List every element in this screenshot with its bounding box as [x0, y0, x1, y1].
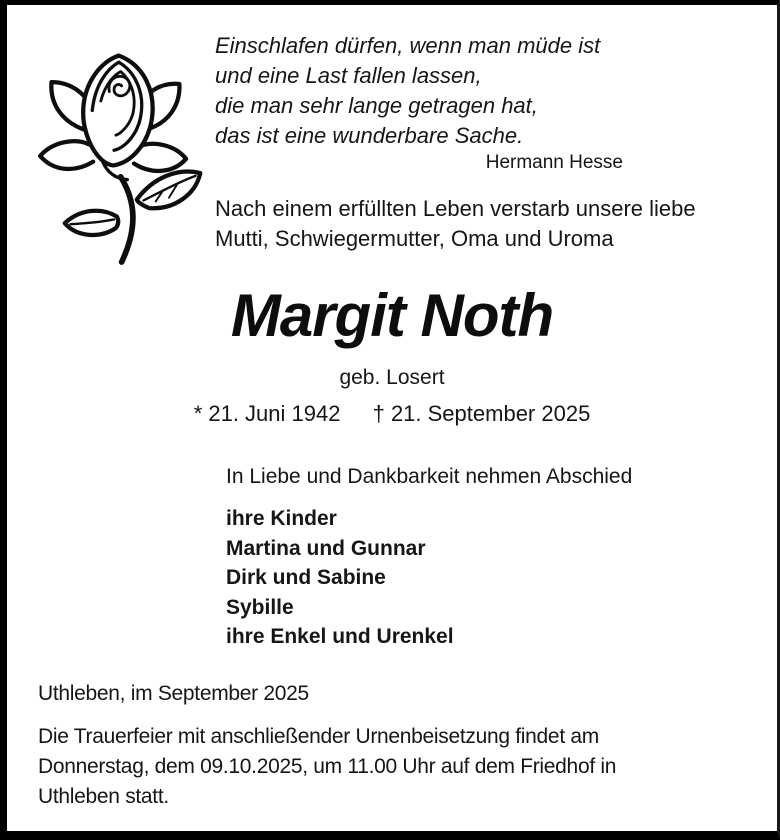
death-date: † 21. September 2025: [372, 401, 591, 426]
quote-line-1: Einschlafen dürfen, wenn man müde ist: [215, 33, 601, 58]
farewell-line: In Liebe und Dankbarkeit nehmen Abschied: [226, 465, 633, 488]
place-and-date: Uthleben, im September 2025: [38, 682, 309, 705]
mourner-item: ihre Enkel und Urenkel: [226, 625, 454, 649]
maiden-name: geb. Losert: [339, 366, 445, 389]
quote-line-3: die man sehr lange getragen hat,: [215, 93, 538, 118]
mourner-item: Dirk und Sabine: [226, 566, 386, 590]
intro-line-2: Mutti, Schwiegermutter, Oma und Uroma: [215, 226, 614, 251]
mourner-item: Sybille: [226, 595, 294, 619]
mourners-list: [226, 504, 454, 652]
birth-date: * 21. Juni 1942: [193, 401, 341, 426]
intro-line-1: Nach einem erfüllten Leben verstarb unsere liebe: [215, 196, 696, 221]
mourner-item: ihre Kinder: [226, 507, 337, 530]
rose-icon: [25, 19, 205, 274]
intro-text: [215, 194, 696, 254]
quote-line-4: das ist eine wunderbare Sache.: [215, 123, 524, 148]
deceased-name: Margit Noth: [230, 282, 554, 349]
quote-text: [215, 31, 600, 151]
mourner-item: Martina und Gunnar: [226, 536, 426, 560]
funeral-info: Die Trauerfeier mit anschließender Urnenbeisetzung findet am Donnerstag, dem 09.10.2025, um 11.00 Uhr auf dem Friedhof in Uthleben statt.: [38, 725, 617, 808]
quote-attribution: Hermann Hesse: [485, 152, 623, 173]
quote-line-2: und eine Last fallen lassen,: [215, 63, 482, 88]
life-dates: [7, 401, 777, 427]
